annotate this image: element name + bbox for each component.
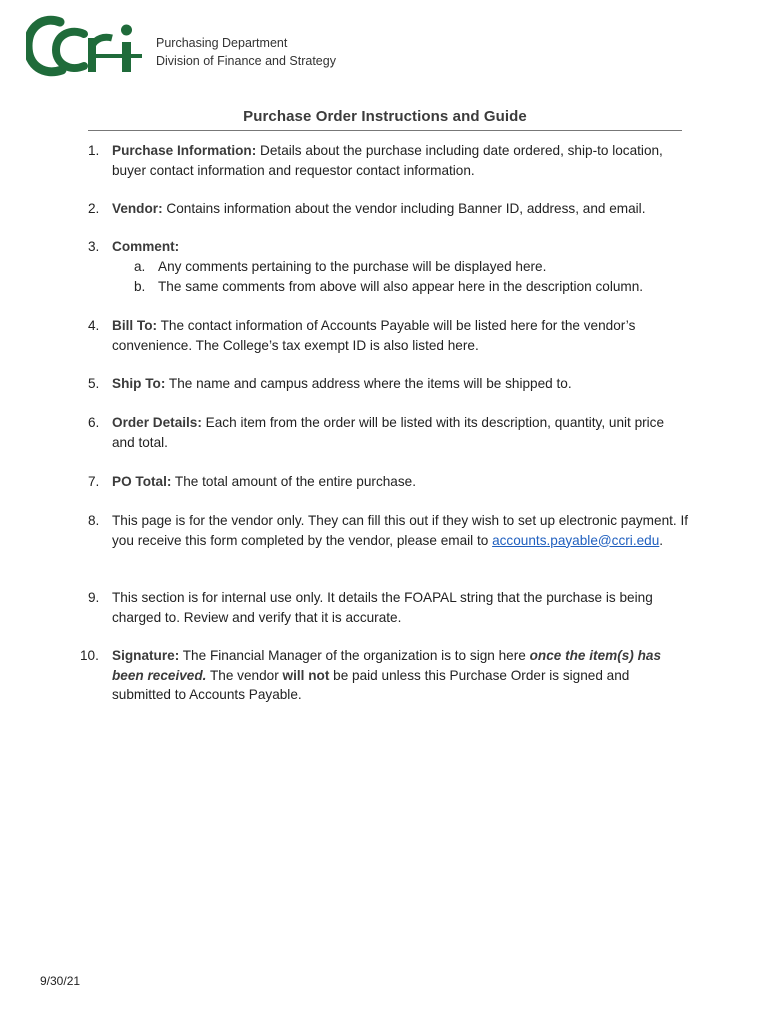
item-label: Bill To: <box>112 318 158 333</box>
list-item <box>88 511 688 550</box>
item-text-end: be paid unless this Purchase Order is signed and submitted to Accounts Payable. <box>112 667 630 702</box>
sub-item-letter: a. <box>134 259 146 274</box>
item-number: 1. <box>88 143 100 158</box>
page-title: Purchase Order Instructions and Guide <box>243 108 527 125</box>
list-item <box>80 646 688 705</box>
department-name: Purchasing Department <box>156 36 288 50</box>
sub-list-item <box>134 277 694 297</box>
sub-item-text: Any comments pertaining to the purchase will be displayed here. <box>158 259 547 274</box>
ccri-logo-mark <box>26 12 144 78</box>
item-text: Each item from the order will be listed with its description, quantity, unit price and total. <box>112 415 665 450</box>
item-number: 9. <box>88 590 100 605</box>
sub-item-letter: b. <box>134 279 146 294</box>
item-text-mid: The vendor <box>206 667 283 683</box>
item-label: Purchase Information: <box>112 143 257 158</box>
item-number: 7. <box>88 474 100 489</box>
item-text: The total amount of the entire purchase. <box>171 474 416 489</box>
item-text: This section is for internal use only. It details the FOAPAL string that the purchase is being charged to. Review and verify that it is accurate. <box>112 590 653 625</box>
list-item <box>88 413 688 452</box>
item-number: 8. <box>88 513 100 528</box>
item-emphasis: once the item(s) has been received. <box>112 648 662 683</box>
list-item <box>88 141 688 180</box>
item-label: Comment: <box>112 239 180 254</box>
list-item <box>88 588 688 627</box>
title-divider <box>88 130 682 131</box>
header-text <box>156 34 336 70</box>
sub-item-text: The same comments from above will also appear here in the description column. <box>158 279 644 294</box>
item-bold: will not <box>282 667 330 683</box>
item-label: Vendor: <box>112 201 163 216</box>
item-label: Ship To: <box>112 376 166 391</box>
list-item <box>88 374 688 394</box>
sub-list-item <box>134 257 694 277</box>
list-item <box>88 316 688 355</box>
list-item <box>88 237 688 257</box>
item-number: 2. <box>88 201 100 216</box>
item-label: PO Total: <box>112 474 172 489</box>
division-name: Division of Finance and Strategy <box>156 54 336 68</box>
item-number: 3. <box>88 239 100 254</box>
email-link[interactable]: accounts.payable@ccri.edu <box>492 532 660 548</box>
item-number: 5. <box>88 376 100 391</box>
item-number: 4. <box>88 318 100 333</box>
item-text: The name and campus address where the items will be shipped to. <box>165 376 572 391</box>
item-text-end: . <box>659 532 664 548</box>
ccri-logo <box>26 12 144 78</box>
item-text: This page is for the vendor only. They can fill this out if they wish to set up electronic payment. If you receive this form completed by the vendor, please email to <box>112 513 689 548</box>
item-number: 10. <box>80 648 99 663</box>
item-label: Order Details: <box>112 415 202 430</box>
item-text: The Financial Manager of the organization is to sign here <box>179 648 530 663</box>
item-label: Signature: <box>112 648 180 663</box>
item-text: Contains information about the vendor including Banner ID, address, and email. <box>162 201 646 216</box>
footer-date: 9/30/21 <box>40 974 81 988</box>
list-item <box>88 199 688 219</box>
list-item <box>88 472 688 492</box>
item-number: 6. <box>88 415 100 430</box>
item-text: The contact information of Accounts Payable will be listed here for the vendor’s convenience. The College’s tax exempt ID is also listed here. <box>112 318 636 353</box>
item-text: Details about the purchase including date ordered, ship-to location, buyer contact information and requestor contact information. <box>112 143 663 178</box>
